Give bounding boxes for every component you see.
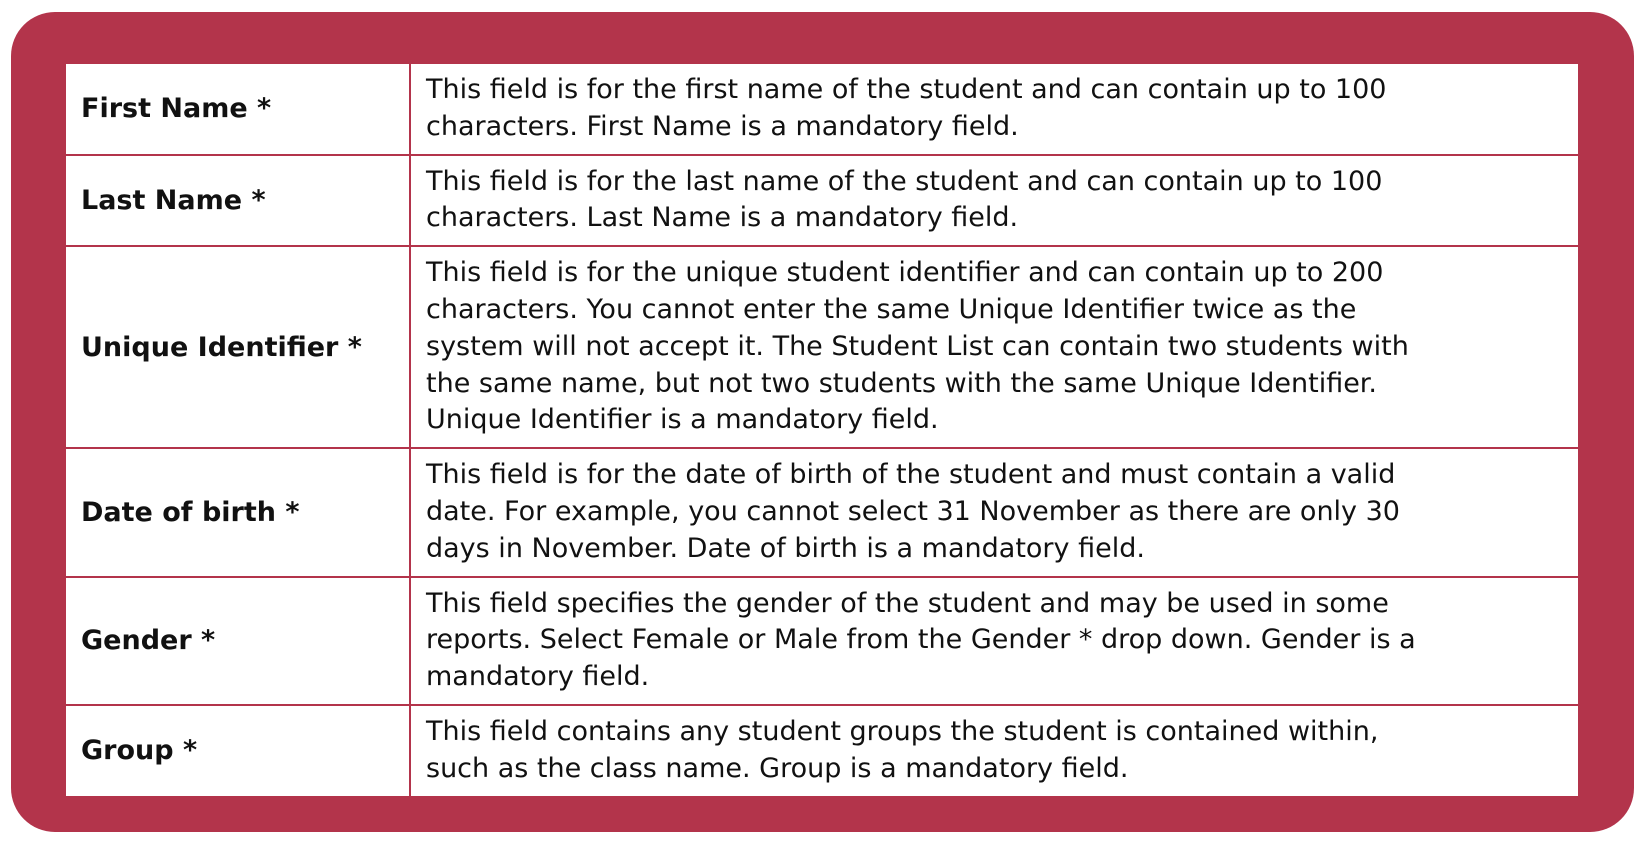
field-name-cell [65,705,410,797]
table-row [65,705,1579,797]
description-line: characters. Last Name is a mandatory field. [426,202,1019,234]
description-line: days in November. Date of birth is a mandatory field. [426,532,1145,564]
field-rows [65,63,1579,797]
field-name: Gender * [81,625,216,657]
field-name-cell [65,577,410,705]
table-row [65,448,1579,576]
description-line: system will not accept it. The Student List can contain two students with [426,330,1409,362]
description-line: This field is for the first name of the student and can contain up to 100 [426,74,1387,105]
field-description-cell [410,155,1579,247]
field-name-cell [65,448,410,576]
description-line: such as the class name. Group is a mandatory field. [426,752,1129,784]
field-name: Group * [81,735,198,767]
description-line: the same name, but not two students with the same Unique Identifier. [426,367,1378,399]
field-name-cell [65,246,410,448]
field-name-cell [65,155,410,247]
description-line: This field is for the last name of the student and can contain up to 100 [426,165,1383,197]
field-description-cell [410,448,1579,576]
description-line: date. For example, you cannot select 31 November as there are only 30 [426,495,1400,527]
description-line: characters. First Name is a mandatory field. [426,110,1019,142]
field-description-cell [410,577,1579,705]
description-line: This field contains any student groups the student is contained within, [426,715,1379,747]
description-line: reports. Select Female or Male from the Gender * drop down. Gender is a [426,624,1416,656]
field-name: Last Name * [81,184,266,216]
field-description-cell [410,705,1579,797]
description-line: Unique Identifier is a mandatory field. [426,404,939,436]
description-line: This field is for the unique student identifier and can contain up to 200 [426,257,1384,289]
description-line: characters. You cannot enter the same Unique Identifier twice as the [426,293,1357,325]
table-row [65,63,1579,155]
table-row [65,577,1579,705]
table-row [65,155,1579,247]
field-name: First Name * [81,93,272,125]
field-name: Date of birth * [81,496,300,528]
field-description-cell [410,246,1579,448]
description-line: This field specifies the gender of the student and may be used in some [426,587,1389,619]
field-description-cell [410,63,1579,155]
field-name-cell [65,63,410,155]
description-line: This field is for the date of birth of the student and must contain a valid [426,459,1396,491]
field-name: Unique Identifier * [81,331,362,363]
table-row [65,246,1579,448]
description-line: mandatory field. [426,661,650,693]
field-descriptions-table [64,62,1580,798]
